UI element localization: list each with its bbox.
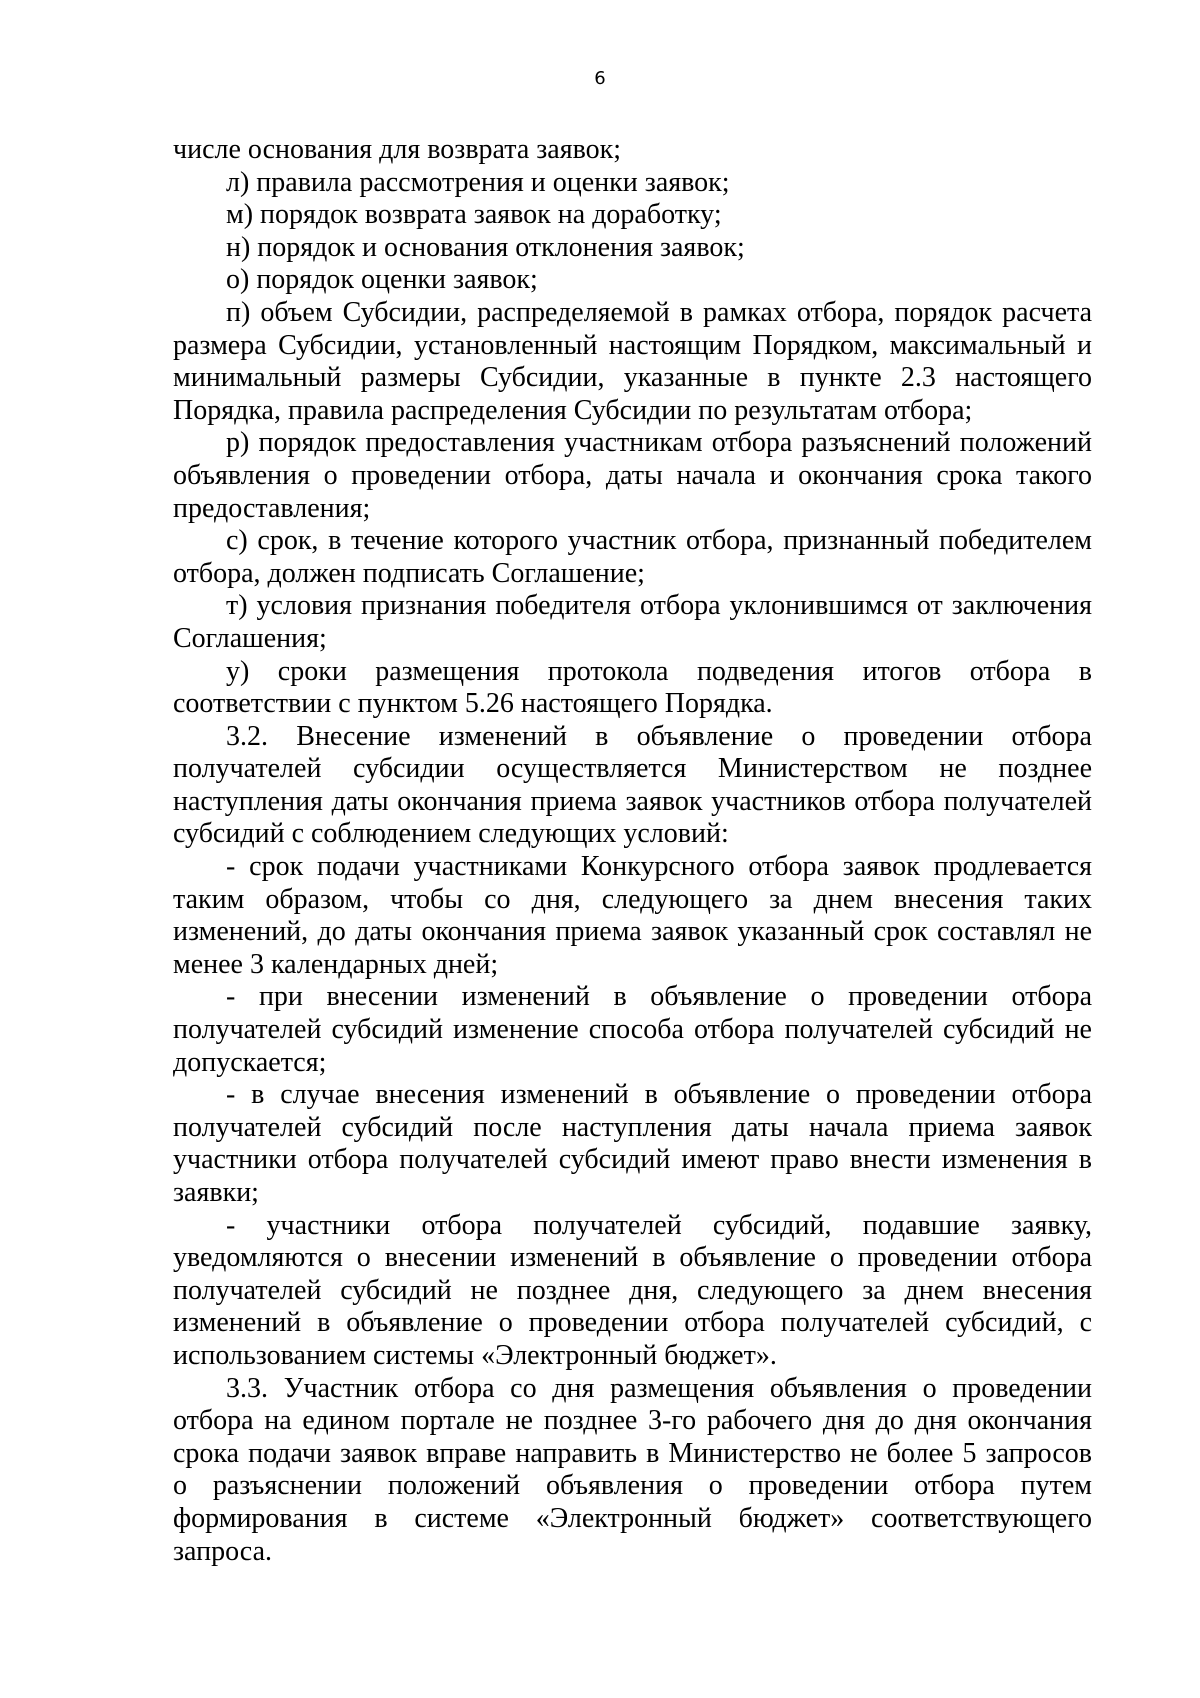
condition-item-4: - участники отбора получателей субсидий, подавшие заявку, уведомляются о внесении изменений в объявление о проведении отбора получателей субсидий не позднее дня, следующего за днем внесения изменений в объявление о проведении отбора получателей субсидий, с использованием системы «Электронный бюджет». [173,1209,1092,1371]
paragraph-continuation: числе основания для возврата заявок; [173,134,622,165]
list-item-t: т) условия признания победителя отбора уклонившимся от заключения Соглашения; [173,590,1092,654]
list-item-u: у) сроки размещения протокола подведения итогов отбора в соответствии с пунктом 5.26 настоящего Порядка. [173,655,1092,720]
list-item-r: р) порядок предоставления участникам отбора разъяснений положений объявления о проведении отбора, даты начала и окончания срока такого предоставления; [173,427,1092,524]
list-item-o: о) порядок оценки заявок; [226,264,538,296]
list-item-l: л) правила рассмотрения и оценки заявок; [226,166,730,198]
section-3-3: 3.3. Участник отбора со дня размещения объявления о проведении отбора на едином портале не позднее 3-го рабочего дня до дня окончания срока подачи заявок вправе направить в Министерство не более 5 запросов о разъяснении положений объявления о проведении отбора путем формирования в системе «Электронный бюджет» соответствующего запроса. [173,1372,1092,1567]
section-3-2: 3.2. Внесение изменений в объявление о проведении отбора получателей субсидии осуществляется Министерством не позднее наступления даты окончания приема заявок участников отбора получателей субсидий с соблюдением следующих условий: [173,720,1092,850]
list-item-s: с) срок, в течение которого участник отбора, признанный победителем отбора, должен подписать Соглашение; [173,525,1092,589]
condition-item-1: - срок подачи участниками Конкурсного отбора заявок продлевается таким образом, чтобы со дня, следующего за днем внесения таких изменений, до даты окончания приема заявок указанный срок составлял не менее 3 календарных дней; [173,851,1092,980]
list-item-p: п) объем Субсидии, распределяемой в рамках отбора, порядок расчета размера Субсидии, установленный настоящим Порядком, максимальный и минимальный размеры Субсидии, указанные в пункте 2.3 настоящего Порядка, правила распределения Субсидии по результатам отбора; [173,296,1092,426]
list-item-m: м) порядок возврата заявок на доработку; [226,199,722,231]
list-item-n: н) порядок и основания отклонения заявок; [226,231,745,263]
page-number: 6 [594,68,606,89]
condition-item-3: - в случае внесения изменений в объявление о проведении отбора получателей субсидий после наступления даты начала приема заявок участники отбора получателей субсидий имеют право внести изменения в заявки; [173,1079,1092,1208]
document-body [173,134,1092,1568]
condition-item-2: - при внесении изменений в объявление о проведении отбора получателей субсидий изменение способа отбора получателей субсидий не допускается; [173,981,1092,1078]
